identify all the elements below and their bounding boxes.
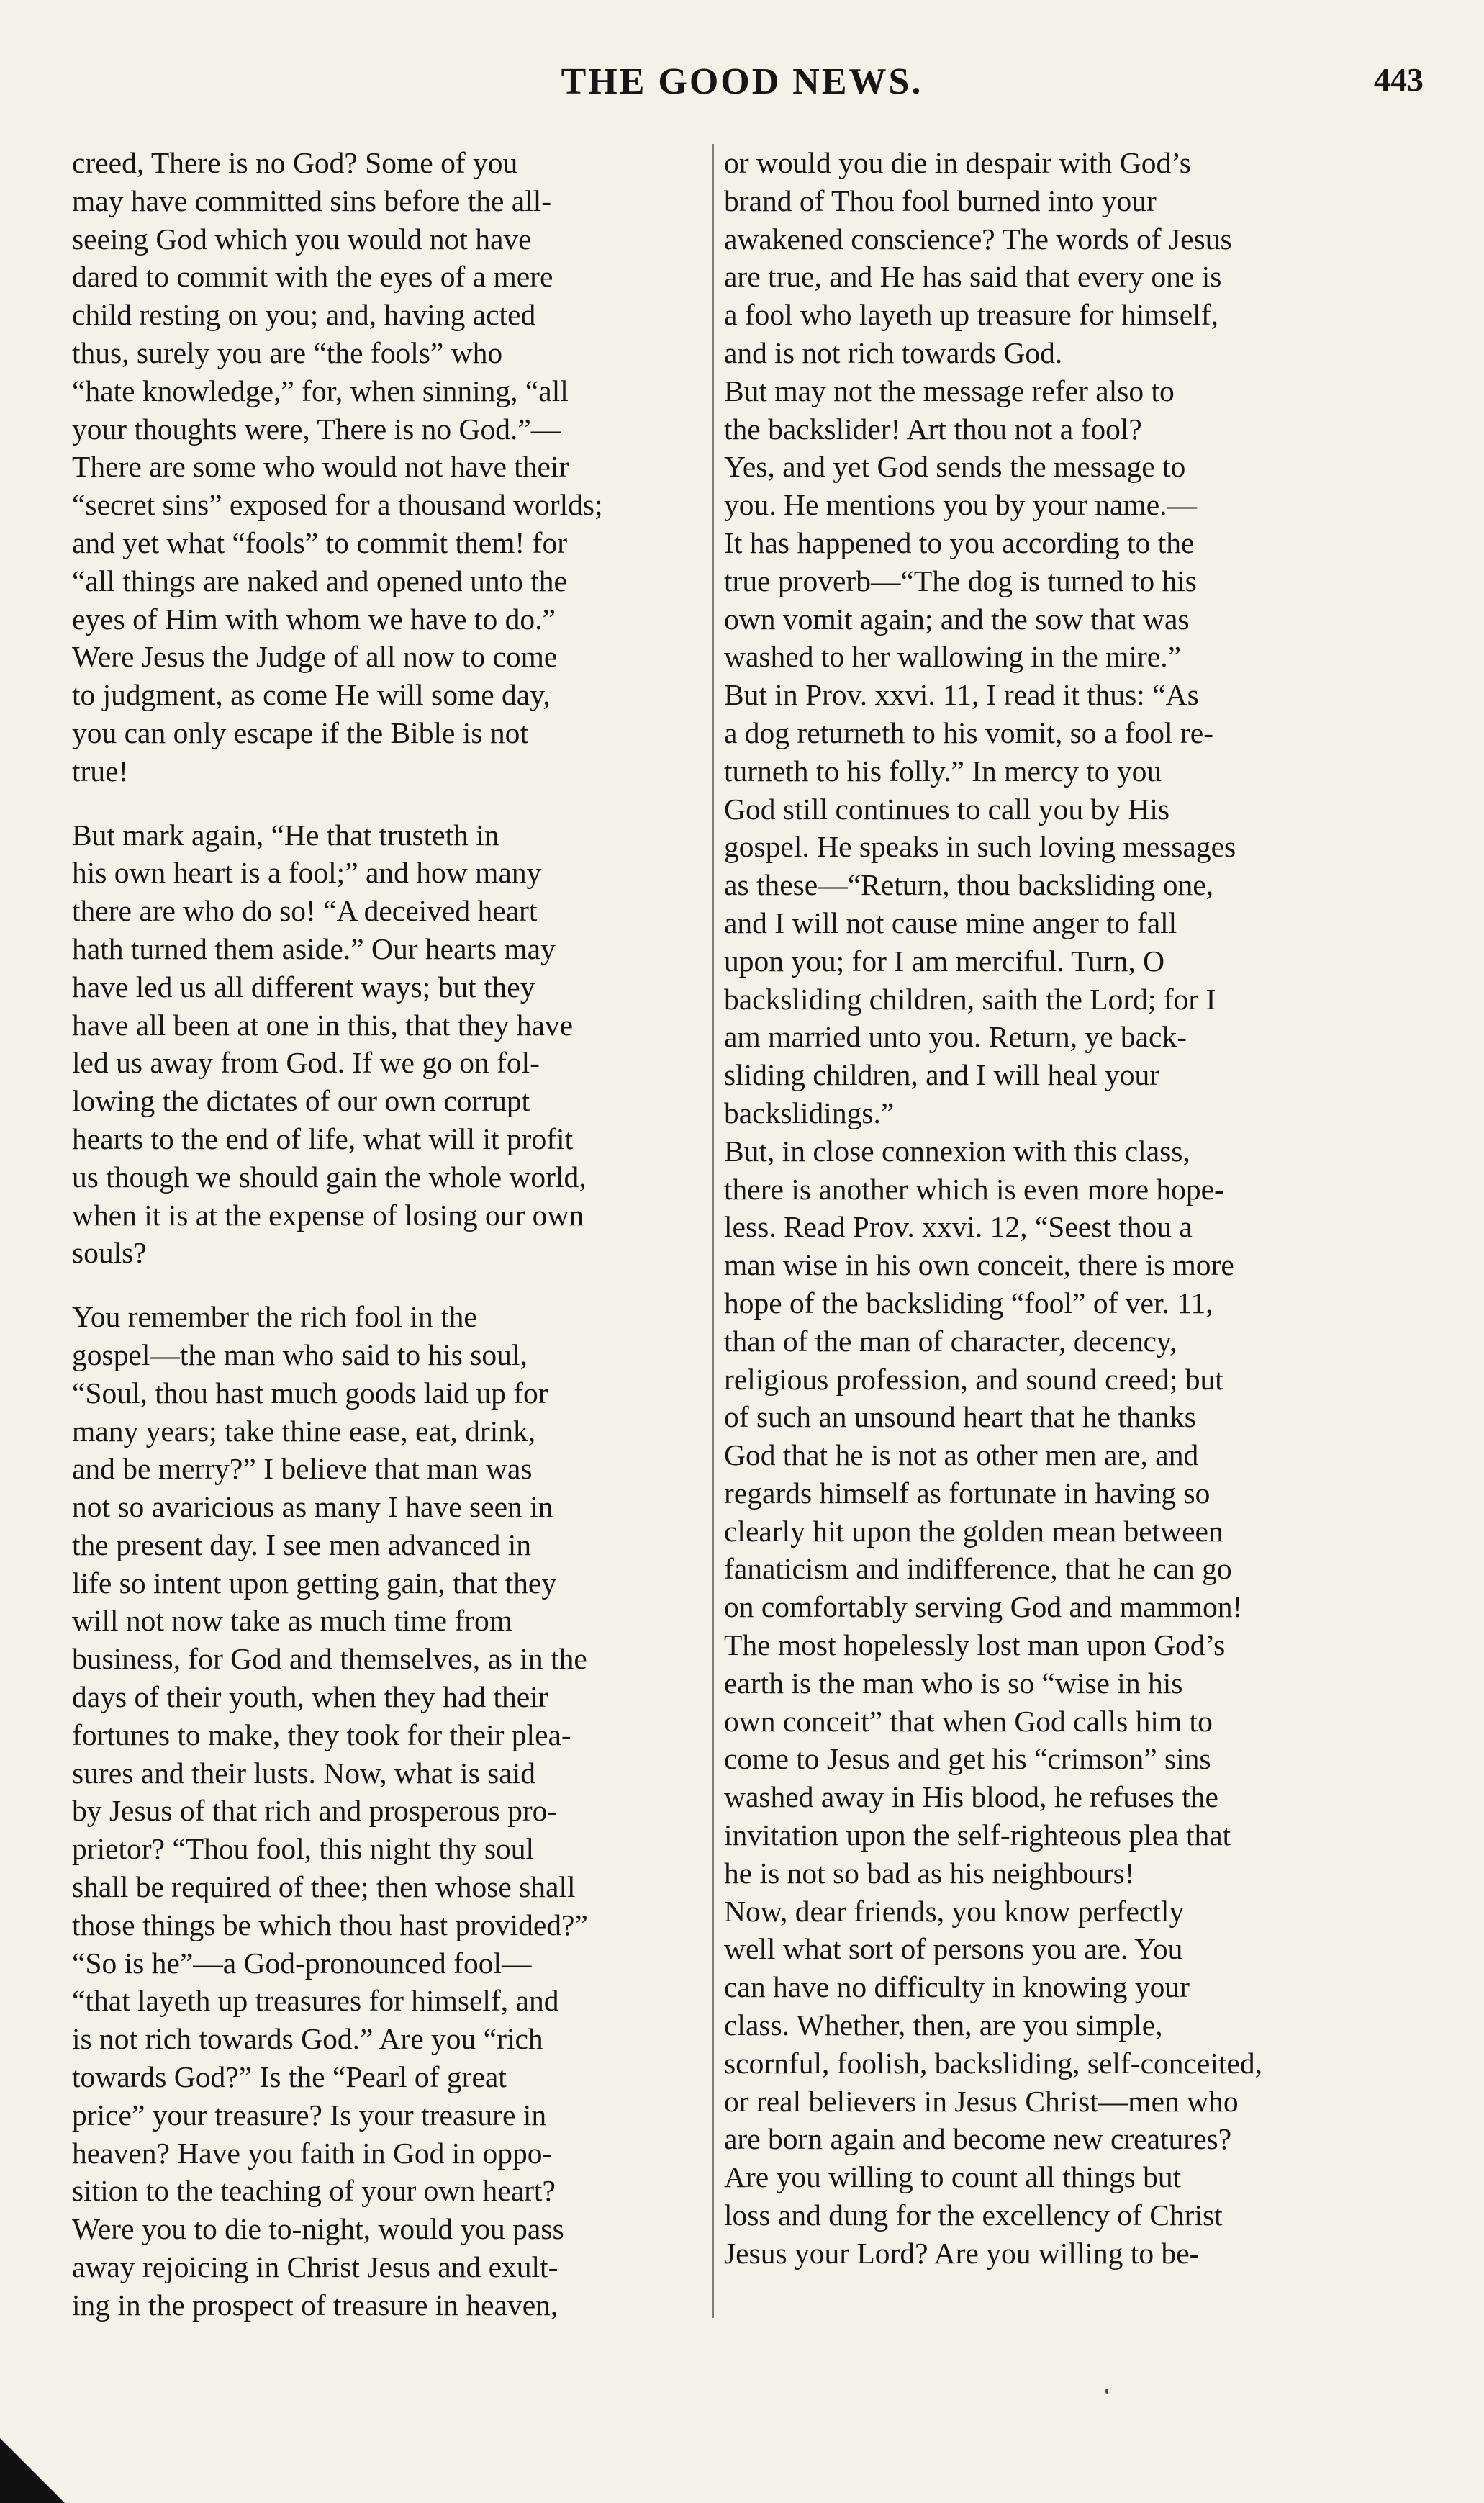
paragraph-right-2: But may not the message refer also to the backslider! Art thou not a fool? Yes, and yet God sends the message to you. He mentions you by your name.— It has happened to you according to the true proverb—“The dog is turned to his own vomit again; and the sow that was washed to her wallowing in the mire.” But in Prov. xxvi. 11, I read it thus: “As a dog returneth to his vomit, so a fool re- turneth to his folly.” In mercy to you God still continues to call you by His gospel. He speaks in such loving messages as these—“Return, thou backsliding one, and I will not cause mine anger to fall upon you; for I am merciful. Turn, O backsliding children, saith the Lord; for I am married unto you. Return, ye back- sliding children, and I will heal your backslidings.” (724, 374, 1236, 1129)
paragraph-left-2: But mark again, “He that trusteth in his own heart is a fool;” and how many there are who do so! “A deceived heart hath turned them aside.” Our hearts may have led us all different ways; but they have all been at one in this, that they have led us away from God. If we go on fol- lowing the dictates of our own corrupt hearts to the end of life, what will it profit us though we should gain the whole world, when it is at the expense of losing our own souls? (72, 818, 587, 1270)
paragraph-left-3: You remember the rich fool in the gospel—the man who said to his soul, “Soul, thou hast much goods laid up for many years; take thine ease, eat, drink, and be merry?” I believe that man was not so avaricious as many I have seen in the present day. I see men advanced in life so intent upon getting gain, that they will not now take as much time from business, for God and themselves, as in the days of their youth, when they had their fortunes to make, they took for their plea- sures and their lusts. Now, what is said by Jesus of that rich and prosperous pro- prietor? “Thou fool, this night thy soul shall be required of thee; then whose shall those things be which thou hast provided?” “So is he”—a God-pronounced fool— “that layeth up treasures for himself, and is not rich towards God.” Are you “rich towards God?” Is the “Pearl of great price” your treasure? Is your treasure in heaven? Have you faith in God in oppo- sition to the teaching of your own heart? Were you to die to-night, would you pass away rejoicing in Christ Jesus and exult- ing in the prospect of treasure in heaven, (72, 1300, 588, 2322)
ink-speck (1105, 2389, 1108, 2394)
page-number: 443 (1374, 61, 1424, 98)
paragraph-right-4: Now, dear friends, you know perfectly well what sort of persons you are. You can have no difficulty in knowing your class. Whether, then, are you simple, scornful, foolish, backsliding, self-conceited, or real believers in Jesus Christ—men who are born again and become new creatures? Are you willing to count all things but loss and dung for the excellency of Christ Jesus your Lord? Are you willing to be- (724, 1894, 1262, 2270)
scan-shadow-corner (0, 2438, 65, 2503)
paragraph-left-1: creed, There is no God? Some of you may have committed sins before the all- seeing God which you would not have dared to commit with the eyes of a mere child resting on you; and, having acted thus, surely you are “the fools” who “hate knowledge,” for, when sinning, “all your thoughts were, There is no God.”— There are some who would not have their “secret sins” exposed for a thousand worlds; and yet what “fools” to commit them! for “all things are naked and opened unto the eyes of Him with whom we have to do.” Were Jesus the Judge of all now to come to judgment, as come He will some day, you can only escape if the Bible is not true! (72, 146, 603, 788)
right-column (724, 144, 1383, 2273)
left-column (72, 144, 731, 2324)
running-title: THE GOOD NEWS. (561, 61, 923, 102)
column-divider (712, 144, 714, 2318)
paragraph-right-1: or would you die in despair with God’s brand of Thou fool burned into your awakened conscience? The words of Jesus are true, and He has said that every one is a fool who layeth up treasure for himself, and is not rich towards God. (724, 146, 1232, 369)
paragraph-right-3: But, in close connexion with this class, there is another which is even more hope- less. Read Prov. xxvi. 12, “Seest thou a man wise in his own conceit, there is more hope of the backsliding “fool” of ver. 11, than of the man of character, decency, religious profession, and sound creed; but of such an unsound heart that he thanks God that he is not as other men are, and regards himself as fortunate in having so clearly hit upon the golden mean between fanaticism and indifference, that he can go on comfortably serving God and mammon! The most hopelessly lost man upon God’s earth is the man who is so “wise in his own conceit” that when God calls him to come to Jesus and get his “crimson” sins washed away in His blood, he refuses the invitation upon the self-righteous plea that he is not so bad as his neighbours! (724, 1134, 1243, 1890)
